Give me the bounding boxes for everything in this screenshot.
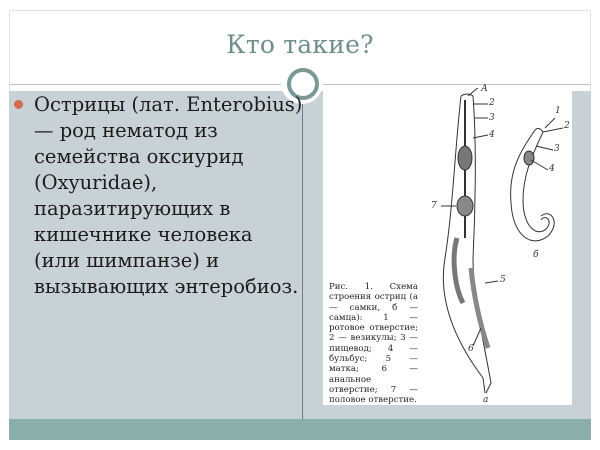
slide-title: Кто такие? <box>226 30 374 59</box>
title-divider-right <box>320 84 591 85</box>
bullet-dot-icon <box>14 100 23 109</box>
figure-label: 3 <box>554 144 560 154</box>
title-divider-left <box>9 84 287 85</box>
figure-caption: Рис. 1. Схема строения остриц (а — самки, б — самца): 1 — ротовое отверстие; 2 — везикулы; 3 — пищевод; 4 — бульбус; 5 — матка; 6 — анальное отверстие; 7 — половое отверстие. <box>329 282 418 406</box>
figure-label: 4 <box>549 164 555 174</box>
figure-label: 6 <box>468 344 474 354</box>
pinworm-figure <box>323 84 572 406</box>
footer-band <box>9 419 591 440</box>
figure-label: б <box>533 250 539 260</box>
figure-label: а <box>483 395 489 405</box>
figure-label: 2 <box>489 98 495 108</box>
figure-label: 3 <box>489 113 495 123</box>
figure-label: А <box>481 84 488 94</box>
bullet-text: Острицы (лат. Enterobius) — род нематод из семейства оксиурид (Oxyuridae), паразитирующих в кишечнике человека (или шимпанзе) и вызывающих энтеробиоз. <box>34 93 303 298</box>
figure-label: 1 <box>555 106 561 116</box>
figure-label: 2 <box>564 121 570 131</box>
figure-label: 4 <box>489 130 495 140</box>
figure-label: 5 <box>500 275 506 285</box>
figure-label: 7 <box>431 201 437 211</box>
